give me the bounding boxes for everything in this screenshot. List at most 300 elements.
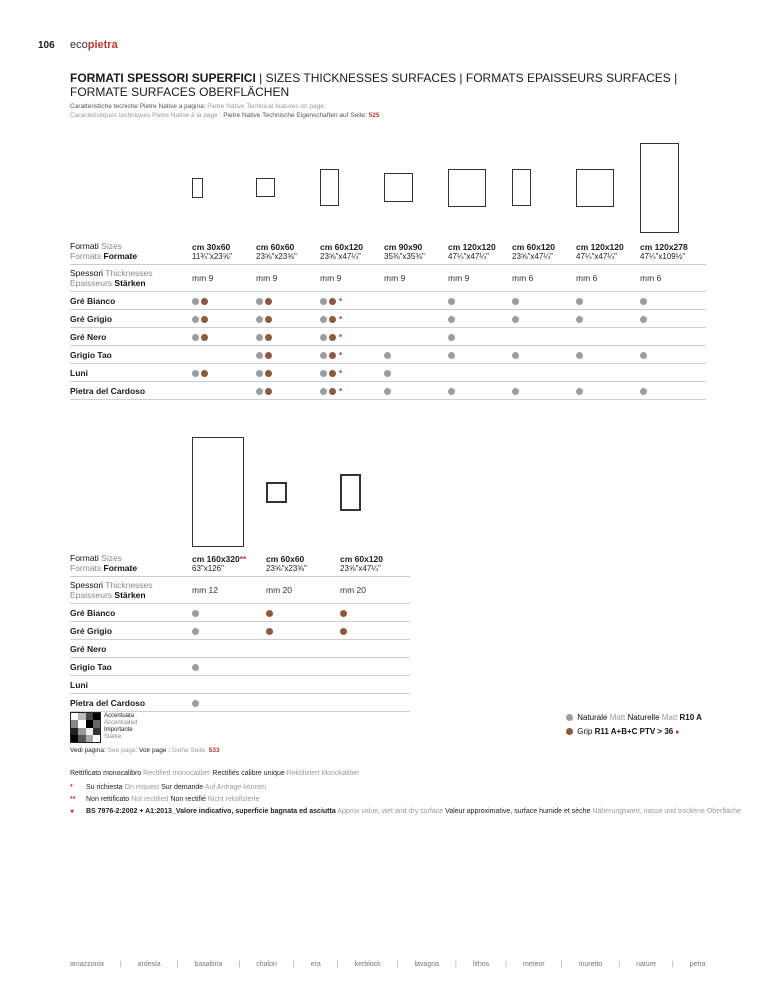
availability-cell: [192, 310, 256, 328]
thickness-label-en: Thicknesses: [103, 268, 153, 278]
grey-dot-icon: [566, 714, 573, 721]
grey-dot-icon: [192, 700, 199, 707]
availability-cell: [448, 346, 512, 364]
availability-cell: [576, 328, 640, 346]
material-row: [70, 658, 410, 676]
grey-dot-icon: [256, 298, 263, 305]
brown-dot-icon: [265, 316, 272, 323]
shade-swatch: [86, 720, 93, 727]
formats-label-line-2: [70, 563, 192, 573]
grey-dot-icon: [192, 610, 199, 617]
availability-cell: [340, 640, 410, 658]
format-shape-cell: [448, 140, 512, 238]
see-page-fr: Voir page :: [139, 747, 171, 754]
footer-link-amazzonia[interactable]: amazzonia: [70, 961, 104, 968]
formats-label-de: Formate: [101, 251, 138, 261]
brown-dot-icon: [265, 388, 272, 395]
page-number: 106: [38, 40, 55, 51]
title-bold: FORMATI SPESSORI SUPERFICI: [70, 71, 256, 85]
on-request-mark: *: [339, 332, 343, 342]
footer-link-muretto[interactable]: muretto: [578, 961, 603, 968]
formats-label-it: Formati: [70, 241, 99, 251]
grey-dot-icon: [192, 316, 199, 323]
formats-row: [70, 550, 410, 577]
availability-cell: [512, 310, 576, 328]
brand-prefix: eco: [70, 39, 88, 51]
format-shape-cell: [576, 140, 640, 238]
formats-label-line-1: [70, 553, 192, 563]
format-inch: 11¾"x23⅝": [192, 251, 233, 261]
grey-dot-icon: [448, 316, 455, 323]
see-page-note: [70, 747, 220, 754]
availability-cell: [512, 346, 576, 364]
grey-dot-icon: [512, 298, 519, 305]
caption-de: Pietre Native Technische Eigenschaften auf Seite:: [221, 112, 369, 119]
footer-link-lavagna[interactable]: lavagna: [414, 961, 440, 968]
material-name: Pietra del Cardoso: [70, 382, 192, 400]
format-shape-icon: [576, 169, 614, 207]
format-shape-icon: [448, 169, 486, 207]
formats-label-it: Formati: [70, 553, 99, 563]
format-size-cell: [448, 238, 512, 265]
legend-grip: [566, 727, 679, 736]
brown-dot-icon: [340, 610, 347, 617]
caption-en: Pietre Native Technical features on page:: [205, 103, 326, 110]
grey-dot-icon: [256, 352, 263, 359]
shade-swatch: [86, 713, 93, 720]
footer-link-basaltina[interactable]: basaltina: [194, 961, 223, 968]
note-2-fr: Non rectifié: [170, 796, 206, 803]
footer-separator: |: [560, 961, 563, 968]
availability-cell: [192, 622, 266, 640]
note-2-de: Nicht rektifizierte: [205, 796, 260, 803]
availability-cell: [640, 382, 706, 400]
material-name: Gré Nero: [70, 640, 192, 658]
format-shape-icon: [320, 169, 339, 206]
availability-cell: [512, 364, 576, 382]
sizes-table-2: [70, 437, 410, 712]
format-cm: cm 90x90: [384, 241, 423, 252]
format-size-cell: [192, 550, 266, 577]
grey-dot-icon: [640, 388, 647, 395]
format-size-cell: [256, 238, 320, 265]
shade-swatch: [71, 728, 78, 735]
format-cm: cm 120x120: [448, 241, 496, 252]
note-2-it: Non rettificato: [86, 796, 130, 803]
grey-dot-icon: [320, 352, 327, 359]
grey-dot-icon: [640, 316, 647, 323]
format-shape-icon: [266, 482, 287, 503]
format-inch: 23⅝"x47¼": [512, 251, 553, 261]
availability-cell: [320, 310, 384, 328]
thickness-label-line-1: [70, 268, 192, 278]
brown-dot-icon: [329, 388, 336, 395]
grey-dot-icon: [256, 316, 263, 323]
footer-link-era[interactable]: era: [310, 961, 321, 968]
shade-legend-de: Starke: [104, 734, 122, 740]
format-inch: 47¼"x47¼": [576, 251, 617, 261]
availability-cell: [340, 622, 410, 640]
footer-link-petra[interactable]: petra: [689, 961, 706, 968]
grey-dot-icon: [256, 388, 263, 395]
thickness-label-it: Spessori: [70, 268, 104, 278]
grey-dot-icon: [256, 334, 263, 341]
formats-label: [70, 550, 192, 577]
format-cm: cm 60x60: [256, 241, 295, 252]
grey-dot-icon: [512, 316, 519, 323]
legend-grip-rating: R11 A+B+C PTV > 36: [594, 727, 674, 736]
grey-dot-icon: [512, 388, 519, 395]
format-shape-cell: [340, 437, 410, 550]
grey-dot-icon: [192, 664, 199, 671]
note-1-en: On request: [122, 784, 162, 791]
shade-swatch: [93, 728, 100, 735]
brand-logo: [70, 39, 118, 51]
brown-dot-icon: [201, 316, 208, 323]
caption-fr: Caractéristiques techniques Pietre Native à la page :: [70, 112, 222, 119]
shade-legend-en: Accentuated: [104, 720, 138, 726]
footer-separator: |: [505, 961, 507, 968]
format-inch: 35⅜"x35⅜": [384, 251, 425, 261]
availability-cell: [192, 382, 256, 400]
availability-cell: [384, 346, 448, 364]
thickness-label-de: Stärken: [112, 278, 146, 288]
material-row: [70, 292, 706, 310]
footer-link-nature[interactable]: nature: [636, 961, 656, 968]
availability-cell: [192, 328, 256, 346]
thickness-cell: mm 9: [256, 265, 320, 292]
format-cm: cm 160x320**: [192, 553, 247, 564]
shape-spacer: [70, 140, 192, 238]
footer-link-meteor[interactable]: meteor: [522, 961, 545, 968]
format-size-cell: [320, 238, 384, 265]
availability-cell: [340, 676, 410, 694]
brown-dot-icon: [201, 298, 208, 305]
brown-dot-icon: [201, 334, 208, 341]
thickness-row: [70, 265, 706, 292]
see-page-it: Vedi pagina:: [70, 747, 106, 754]
format-shape-cell: [512, 140, 576, 238]
thickness-cell: mm 9: [448, 265, 512, 292]
brown-dot-icon: [329, 352, 336, 359]
on-request-mark: *: [339, 314, 343, 324]
brown-dot-icon: [329, 370, 336, 377]
thickness-label-fr: Epaisseurs: [70, 278, 113, 288]
footer-link-kerblock[interactable]: kerblock: [354, 961, 381, 968]
format-inch: 23⅝"x23⅝": [256, 251, 297, 261]
brand-suffix: pietra: [87, 39, 118, 51]
grey-dot-icon: [320, 334, 327, 341]
thickness-cell: mm 9: [384, 265, 448, 292]
availability-cell: [266, 676, 340, 694]
page-title: [70, 71, 710, 99]
availability-cell: [640, 364, 706, 382]
title-rest: | SIZES THICKNESSES SURFACES | FORMATS EPAISSEURS SURFACES | FORMATE SURFACES OBERFLÄCHEN: [70, 71, 678, 99]
material-name: Pietra del Cardoso: [70, 694, 192, 712]
on-request-mark: *: [339, 368, 343, 378]
thickness-cell: mm 9: [192, 265, 256, 292]
grey-dot-icon: [192, 334, 199, 341]
shade-swatch: [86, 728, 93, 735]
thickness-cell: mm 6: [576, 265, 640, 292]
footer-link-ardesia[interactable]: ardesia: [137, 961, 161, 968]
sizes-table-1: [70, 140, 706, 400]
format-shape-cell: [266, 437, 340, 550]
footer-separator: |: [119, 961, 122, 968]
brown-dot-icon: [329, 316, 336, 323]
grey-dot-icon: [448, 298, 455, 305]
availability-cell: [340, 694, 410, 712]
availability-cell: [266, 640, 340, 658]
availability-cell: [576, 346, 640, 364]
format-shape-icon: [192, 437, 244, 547]
availability-cell: [576, 310, 640, 328]
thickness-label-line-2: [70, 278, 192, 288]
grey-dot-icon: [640, 352, 647, 359]
format-inch: 23⅝"x47¼": [320, 251, 361, 261]
availability-cell: [320, 346, 384, 364]
grey-dot-icon: [448, 388, 455, 395]
availability-cell: [256, 346, 320, 364]
note-not-rectified: [70, 796, 260, 803]
grey-dot-icon: [576, 388, 583, 395]
shade-legend-it: Accentuata: [104, 713, 135, 719]
availability-cell: [448, 310, 512, 328]
thickness-label-line-1: [70, 580, 192, 590]
note-1-it: Su richiesta: [86, 784, 123, 791]
note-3-fr: Valeur approximative, surface humide et sèche: [445, 808, 591, 815]
caption-line-1: [70, 103, 326, 110]
note-rect-fr: Rectifiés calibre unique: [212, 770, 285, 777]
material-row: [70, 604, 410, 622]
availability-cell: [192, 658, 266, 676]
format-inch: 47¼"x47¼": [448, 251, 489, 261]
format-cm: cm 60x120: [512, 241, 556, 252]
caption-line-2: [70, 112, 380, 119]
note-2-mark: **: [70, 796, 76, 803]
availability-cell: [576, 382, 640, 400]
availability-cell: [192, 346, 256, 364]
footer-separator: |: [455, 961, 457, 968]
formats-label-en: Sizes: [98, 241, 122, 251]
shade-swatch: [71, 713, 78, 720]
availability-cell: [576, 292, 640, 310]
grey-dot-icon: [192, 298, 199, 305]
availability-cell: [384, 292, 448, 310]
thickness-label: [70, 577, 192, 604]
brown-dot-icon: [201, 370, 208, 377]
grey-dot-icon: [320, 298, 327, 305]
material-name: Luni: [70, 364, 192, 382]
availability-cell: [512, 328, 576, 346]
on-request-mark: *: [339, 386, 343, 396]
shade-swatch: [78, 713, 85, 720]
availability-cell: [192, 604, 266, 622]
thickness-cell: mm 9: [320, 265, 384, 292]
format-size-cell: [340, 550, 410, 577]
availability-cell: [640, 310, 706, 328]
format-cm: cm 120x278: [640, 241, 688, 252]
thickness-label-en: Thicknesses: [103, 580, 153, 590]
footer-separator: |: [671, 961, 674, 968]
footer-separator: |: [238, 961, 241, 968]
on-request-mark: *: [339, 296, 343, 306]
shade-swatch: [71, 720, 78, 727]
note-rect-de: Rektifiziert Monokaliber: [284, 770, 360, 777]
shade-swatch: [78, 728, 85, 735]
availability-cell: [256, 382, 320, 400]
thickness-label-it: Spessori: [70, 580, 104, 590]
note-rect-it: Rettificato monocalibro: [70, 770, 142, 777]
material-name: Grigio Tao: [70, 658, 192, 676]
format-shape-cell: [640, 140, 706, 238]
availability-cell: [640, 346, 706, 364]
grey-dot-icon: [320, 370, 327, 377]
availability-cell: [192, 676, 266, 694]
grey-dot-icon: [256, 370, 263, 377]
formats-label-de: Formate: [101, 563, 138, 573]
formats-row: [70, 238, 706, 265]
availability-cell: [576, 364, 640, 382]
grey-dot-icon: [576, 316, 583, 323]
brown-dot-icon: [340, 628, 347, 635]
availability-cell: [640, 292, 706, 310]
grey-dot-icon: [576, 298, 583, 305]
thickness-cell: mm 12: [192, 577, 266, 604]
note-3-en: Approx value, wet and dry surface: [335, 808, 446, 815]
footer-link-lithos[interactable]: lithos: [472, 961, 490, 968]
legend-naturale-fr: Naturelle: [627, 713, 660, 722]
shade-legend-fr: Importante: [104, 727, 133, 733]
note-1-de: Auf Anfrage können: [203, 784, 267, 791]
material-row: [70, 328, 706, 346]
formats-label-fr: Formats: [70, 251, 102, 261]
footer-separator: |: [336, 961, 339, 968]
grey-dot-icon: [640, 298, 647, 305]
thickness-label-de: Stärken: [112, 590, 146, 600]
material-row: [70, 382, 706, 400]
brown-dot-icon: [266, 628, 273, 635]
brown-dot-icon: [265, 298, 272, 305]
format-inch: 63"x126": [192, 563, 224, 573]
availability-cell: [340, 658, 410, 676]
brown-dot-icon: [265, 352, 272, 359]
format-shape-cell: [192, 437, 266, 550]
format-cm: cm 60x60: [266, 553, 305, 564]
shade-variation-icon: [70, 712, 101, 743]
material-name: Gré Bianco: [70, 604, 192, 622]
shade-swatch: [78, 735, 85, 742]
material-row: [70, 640, 410, 658]
grey-dot-icon: [192, 628, 199, 635]
legend-naturale-it: Naturale: [577, 713, 608, 722]
availability-cell: [448, 364, 512, 382]
grey-dot-icon: [384, 370, 391, 377]
shade-swatch: [86, 735, 93, 742]
see-page-en: See page:: [105, 747, 140, 754]
availability-cell: [192, 640, 266, 658]
format-shape-cell: [384, 140, 448, 238]
note-on-request: [70, 784, 266, 791]
availability-cell: [448, 382, 512, 400]
availability-cell: [384, 310, 448, 328]
footer-separator: |: [176, 961, 179, 968]
material-name: Grigio Tao: [70, 346, 192, 364]
availability-cell: [384, 364, 448, 382]
availability-cell: [266, 622, 340, 640]
note-bs-standard: [70, 808, 741, 815]
availability-cell: [320, 292, 384, 310]
footer-link-chalon[interactable]: chalon: [256, 961, 277, 968]
format-cm: cm 60x120: [320, 241, 364, 252]
material-name: Gré Grigio: [70, 310, 192, 328]
material-name: Gré Nero: [70, 328, 192, 346]
brown-dot-icon: [265, 334, 272, 341]
formats-label-line-2: [70, 251, 192, 261]
availability-cell: [266, 694, 340, 712]
format-shapes-row: [70, 437, 410, 550]
format-inch: 47¼"x109½": [640, 251, 686, 261]
formats-label-line-1: [70, 241, 192, 251]
format-size-cell: [266, 550, 340, 577]
shade-swatch: [78, 720, 85, 727]
note-2-en: Not rectified: [129, 796, 171, 803]
grey-dot-icon: [192, 370, 199, 377]
grey-dot-icon: [576, 352, 583, 359]
thickness-cell: mm 20: [266, 577, 340, 604]
material-name: Gré Bianco: [70, 292, 192, 310]
thickness-label-line-2: [70, 590, 192, 600]
format-size-cell: [384, 238, 448, 265]
legend-grip-mark: ●: [673, 729, 680, 736]
availability-cell: [192, 292, 256, 310]
availability-cell: [320, 364, 384, 382]
grey-dot-icon: [512, 352, 519, 359]
grey-dot-icon: [384, 388, 391, 395]
thickness-label: [70, 265, 192, 292]
format-shape-icon: [256, 178, 275, 197]
footer-separator: |: [396, 961, 399, 968]
material-row: [70, 694, 410, 712]
material-row: [70, 310, 706, 328]
see-page-link[interactable]: 533: [208, 747, 220, 754]
note-rect-en: Rectified monocaliber: [141, 770, 213, 777]
note-rectified: [70, 770, 359, 777]
formats-label: [70, 238, 192, 265]
format-cm: cm 120x120: [576, 241, 624, 252]
format-shape-icon: [640, 143, 679, 233]
format-shape-icon: [340, 474, 361, 511]
availability-cell: [512, 292, 576, 310]
shade-swatch: [93, 720, 100, 727]
availability-cell: [192, 694, 266, 712]
format-cm: cm 30x60: [192, 241, 231, 252]
availability-cell: [256, 364, 320, 382]
note-3-it: BS 7976-2:2002 + A1:2013_Valore indicativo, superficie bagnata ed asciutta: [86, 808, 336, 815]
availability-cell: [448, 328, 512, 346]
grey-dot-icon: [448, 352, 455, 359]
brown-dot-icon: [329, 334, 336, 341]
availability-cell: [384, 328, 448, 346]
format-inch: 23⅝"x23⅝": [266, 563, 307, 573]
legend-grip-label: Grip: [577, 727, 595, 736]
caption-page-link[interactable]: 525: [368, 112, 380, 119]
formats-label-en: Sizes: [98, 553, 122, 563]
availability-cell: [266, 604, 340, 622]
availability-cell: [384, 382, 448, 400]
shade-swatch: [93, 735, 100, 742]
format-shape-cell: [256, 140, 320, 238]
